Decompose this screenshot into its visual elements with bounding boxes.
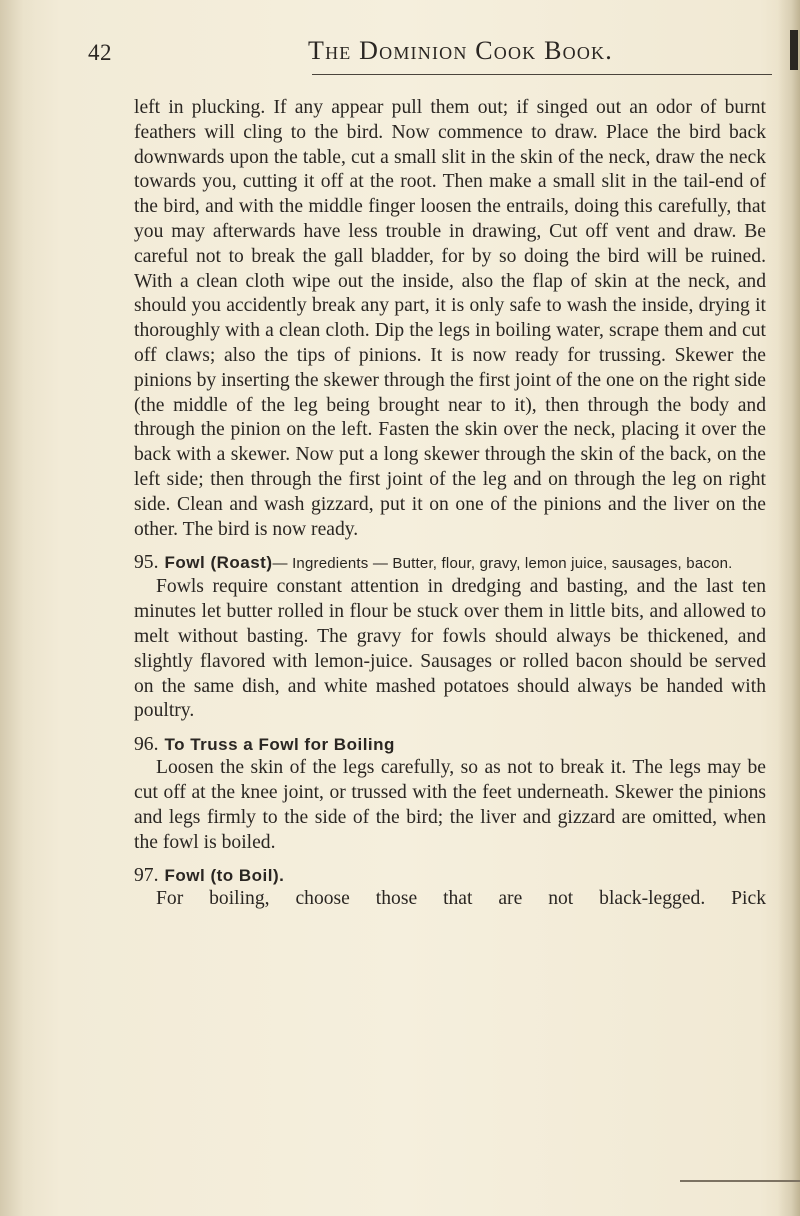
recipe-96 — [134, 734, 766, 855]
page-number: 42 — [88, 40, 112, 65]
recipe-title: Fowl (Roast) — [164, 553, 273, 573]
intro-paragraph: left in plucking. If any appear pull them out; if singed out an odor of burnt feathers will cling to the bird. Now commence to draw. Place the bird back downwards upon the table, cut a small slit in the skin of the neck, draw the neck towards you, cutting it off at the root. Then make a small slit in the tail-end of the bird, and with the middle finger loosen the entrails, doing this carefully, that you may afterwards have less trouble in drawing, Cut off vent and draw. Be careful not to break the gall bladder, for by so doing the bird will be ruined. With a clean cloth wipe out the inside, also the flap of skin at the neck, and should you accidently break any part, it is only safe to wash the inside, drying it thoroughly with a clean cloth. Dip the legs in boiling water, scrape them and cut off claws; also the tips of pinions. It is now ready for trussing. Skewer the pinions by inserting the skewer through the first joint of the one on the right side (the middle of the leg being brought near to it), then through the body and through the pinion on the left. Fasten the skin over the neck, placing it over the back with a skewer. Now put a long skewer through the skin of the back, on the left side; then through the first joint of the leg and on through the leg on right side. Clean and wash gizzard, put it on one of the pinions and the liver on the other. The bird is now ready. — [134, 97, 766, 540]
recipe-97 — [134, 865, 766, 912]
header-rule — [312, 74, 772, 75]
recipe-title: To Truss a Fowl for Boiling — [164, 735, 395, 755]
recipe-number: 95. — [134, 552, 159, 574]
running-title: The Dominion Cook Book. — [308, 36, 613, 65]
scan-bottom-mark — [680, 1180, 800, 1182]
page-edge-shadow — [778, 0, 800, 1216]
recipe-number: 96. — [134, 734, 159, 756]
recipe-body: For boiling, choose those that are not black-legged. Pick — [156, 888, 766, 910]
recipe-title: Fowl (to Boil). — [164, 866, 285, 886]
recipe-heading — [134, 734, 766, 756]
recipe-body: Loosen the skin of the legs carefully, so as not to break it. The legs may be cut off at the knee joint, or trussed with the feet underneath. Skewer the pinions and legs firmly to the side of the bird; the liver and gizzard are omitted, when the fowl is boiled. — [134, 757, 766, 853]
recipe-heading — [134, 865, 766, 887]
page-header — [0, 32, 800, 72]
recipe-heading — [134, 552, 766, 575]
page-text — [134, 96, 766, 912]
book-gutter-shadow — [0, 0, 34, 1216]
recipe-number: 97. — [134, 865, 159, 887]
recipe-body: Fowls require constant attention in dredging and basting, and the last ten minutes let butter rolled in flour be stuck over them in little bits, and allowed to melt without basting. The gravy for fowls should always be thickened, and slightly flavored with lemon-juice. Sausages or rolled bacon should be served on the same dish, and white mashed potatoes should always be handed with poultry. — [134, 576, 766, 722]
recipe-ingredients: — Ingredients — Butter, flour, gravy, lemon juice, sausages, bacon. — [272, 555, 733, 573]
recipe-95 — [134, 552, 766, 724]
